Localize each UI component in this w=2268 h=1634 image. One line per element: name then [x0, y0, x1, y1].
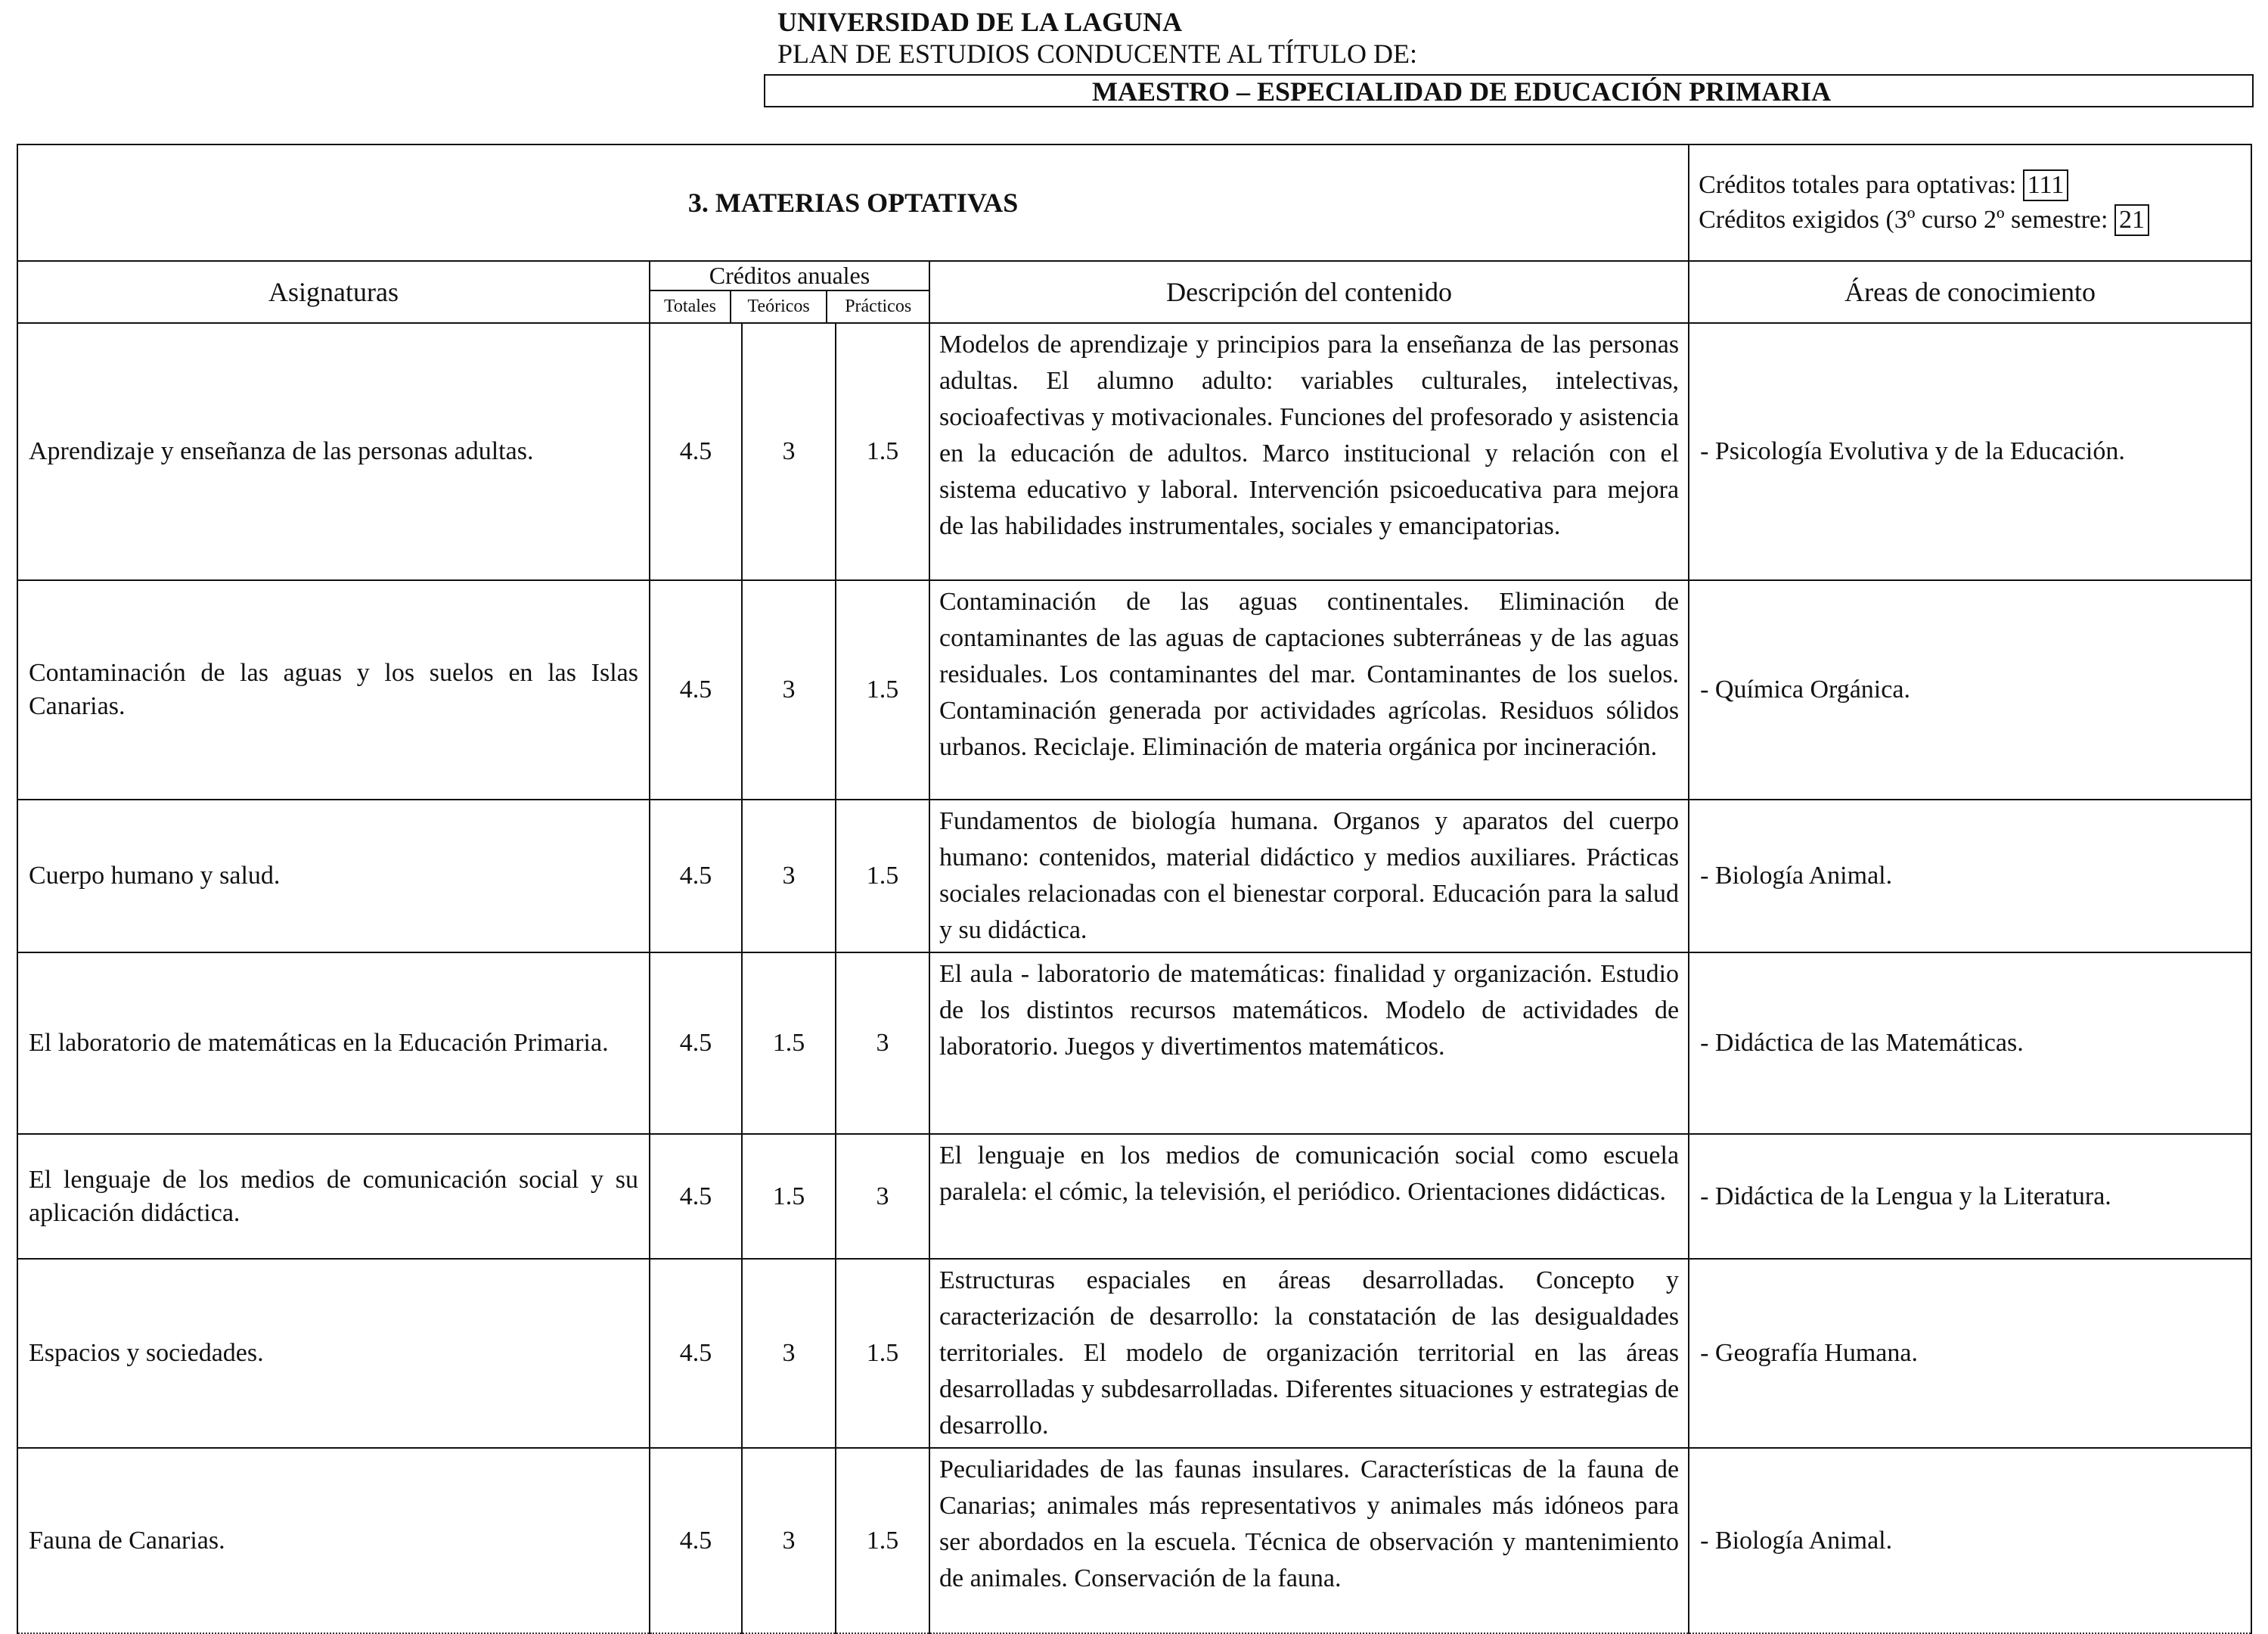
total-credits-label: Créditos totales para optativas:	[1699, 171, 2017, 199]
credits-total: 4.5	[650, 580, 742, 800]
university-name: UNIVERSIDAD DE LA LAGUNA	[777, 7, 1183, 37]
total-credits-line	[1699, 168, 2242, 203]
subject-name: Espacios y sociedades.	[17, 1259, 650, 1448]
credits-practice: 3	[836, 952, 929, 1134]
table-row	[17, 1134, 2251, 1259]
section-title: 3. MATERIAS OPTATIVAS	[17, 144, 1689, 261]
subject-name: Cuerpo humano y salud.	[17, 800, 650, 952]
credits-total: 4.5	[650, 1134, 742, 1259]
subject-description: Modelos de aprendizaje y principios para la enseñanza de las personas adultas. El alumno adulto: variables culturales, intelectivas, socioafectivas y motivacionales. Funciones del profesorado y asistencia en la educación de adultos. Marco institucional y relación con el sistema educativo y laboral. Intervención psicoeducativa para mejora de las habilidades instrumentales, sociales y emancipatorias.	[929, 323, 1689, 580]
subject-name: Fauna de Canarias.	[17, 1448, 650, 1633]
credits-practice: 1.5	[836, 1259, 929, 1448]
col-header-totals: Totales	[663, 297, 716, 317]
credits-practice: 1.5	[836, 1448, 929, 1633]
required-credits-label: Créditos exigidos (3º curso 2º semestre:	[1699, 206, 2108, 234]
knowledge-area: - Biología Animal.	[1689, 800, 2251, 952]
subject-name: El laboratorio de matemáticas en la Educación Primaria.	[17, 952, 650, 1134]
credits-theory: 1.5	[742, 1134, 836, 1259]
optional-subjects-table	[17, 144, 2252, 1634]
credits-total: 4.5	[650, 1448, 742, 1633]
credits-theory: 3	[742, 1448, 836, 1633]
col-header-theory: Teóricos	[731, 290, 827, 322]
col-header-credits	[650, 261, 929, 323]
credits-total: 4.5	[650, 952, 742, 1134]
credits-practice: 1.5	[836, 580, 929, 800]
credits-practice: 1.5	[836, 800, 929, 952]
subject-name: El lenguaje de los medios de comunicación social y su aplicación didáctica.	[17, 1134, 650, 1259]
table-row	[17, 580, 2251, 800]
knowledge-area: - Psicología Evolutiva y de la Educación.	[1689, 323, 2251, 580]
knowledge-area: - Geografía Humana.	[1689, 1259, 2251, 1448]
subject-description: El aula - laboratorio de matemáticas: finalidad y organización. Estudio de los distintos recursos matemáticos. Modelo de actividades de laboratorio. Juegos y divertimentos matemáticos.	[929, 952, 1689, 1134]
credits-total: 4.5	[650, 800, 742, 952]
table-row	[17, 323, 2251, 580]
total-credits-value: 111	[2023, 169, 2068, 201]
credits-theory: 3	[742, 800, 836, 952]
subject-description: Fundamentos de biología humana. Organos y aparatos del cuerpo humano: contenidos, material didáctico y medios auxiliares. Prácticas sociales relacionadas con el bienestar corporal. Educación para la salud y su didáctica.	[929, 800, 1689, 952]
subject-name: Contaminación de las aguas y los suelos en las Islas Canarias.	[17, 580, 650, 800]
credits-theory: 1.5	[742, 952, 836, 1134]
credits-practice: 3	[836, 1134, 929, 1259]
subject-description: El lenguaje en los medios de comunicación social como escuela paralela: el cómic, la televisión, el periódico. Orientaciones didácticas.	[929, 1134, 1689, 1259]
degree-title: MAESTRO – ESPECIALIDAD DE EDUCACIÓN PRIMARIA	[1092, 76, 1832, 107]
col-header-areas: Áreas de conocimiento	[1689, 261, 2251, 323]
col-header-description: Descripción del contenido	[929, 261, 1689, 323]
knowledge-area: - Didáctica de la Lengua y la Literatura.	[1689, 1134, 2251, 1259]
credits-total: 4.5	[650, 1259, 742, 1448]
document-header	[777, 6, 1417, 70]
column-header-row	[17, 261, 2251, 323]
knowledge-area: - Química Orgánica.	[1689, 580, 2251, 800]
col-header-practice: Prácticos	[827, 290, 929, 322]
subject-name: Aprendizaje y enseñanza de las personas adultas.	[17, 323, 650, 580]
credits-summary	[1689, 144, 2251, 261]
credits-practice: 1.5	[836, 323, 929, 580]
required-credits-value: 21	[2114, 204, 2149, 236]
credits-theory: 3	[742, 580, 836, 800]
subject-description: Contaminación de las aguas continentales. Eliminación de contaminantes de las aguas de captaciones subterráneas y de las aguas residuales. Los contaminantes del mar. Contaminantes de los suelos. Contaminación generada por actividades agrícolas. Residuos sólidos urbanos. Reciclaje. Eliminación de materia orgánica por incineración.	[929, 580, 1689, 800]
plan-title: PLAN DE ESTUDIOS CONDUCENTE AL TÍTULO DE:	[777, 39, 1417, 69]
section-header-row	[17, 144, 2251, 261]
credits-header-label: Créditos anuales	[650, 262, 929, 290]
credits-total: 4.5	[650, 323, 742, 580]
degree-title-box	[764, 74, 2254, 107]
credits-theory: 3	[742, 323, 836, 580]
subject-description: Estructuras espaciales en áreas desarrolladas. Concepto y caracterización de desarrollo: la constatación de las desigualdades territoriales. El modelo de organización territorial en las áreas desarrolladas y subdesarrolladas. Diferentes situaciones y estrategias de desarrollo.	[929, 1259, 1689, 1448]
knowledge-area: - Didáctica de las Matemáticas.	[1689, 952, 2251, 1134]
subject-description: Peculiaridades de las faunas insulares. Características de la fauna de Canarias; animales más representativos y animales más idóneos para ser abordados en la escuela. Técnica de observación y mantenimiento de animales. Conservación de la fauna.	[929, 1448, 1689, 1633]
required-credits-line	[1699, 203, 2242, 238]
col-header-subject: Asignaturas	[17, 261, 650, 323]
table-row	[17, 952, 2251, 1134]
credits-theory: 3	[742, 1259, 836, 1448]
table-row	[17, 1259, 2251, 1448]
knowledge-area: - Biología Animal.	[1689, 1448, 2251, 1633]
table-row	[17, 1448, 2251, 1633]
table-row	[17, 800, 2251, 952]
